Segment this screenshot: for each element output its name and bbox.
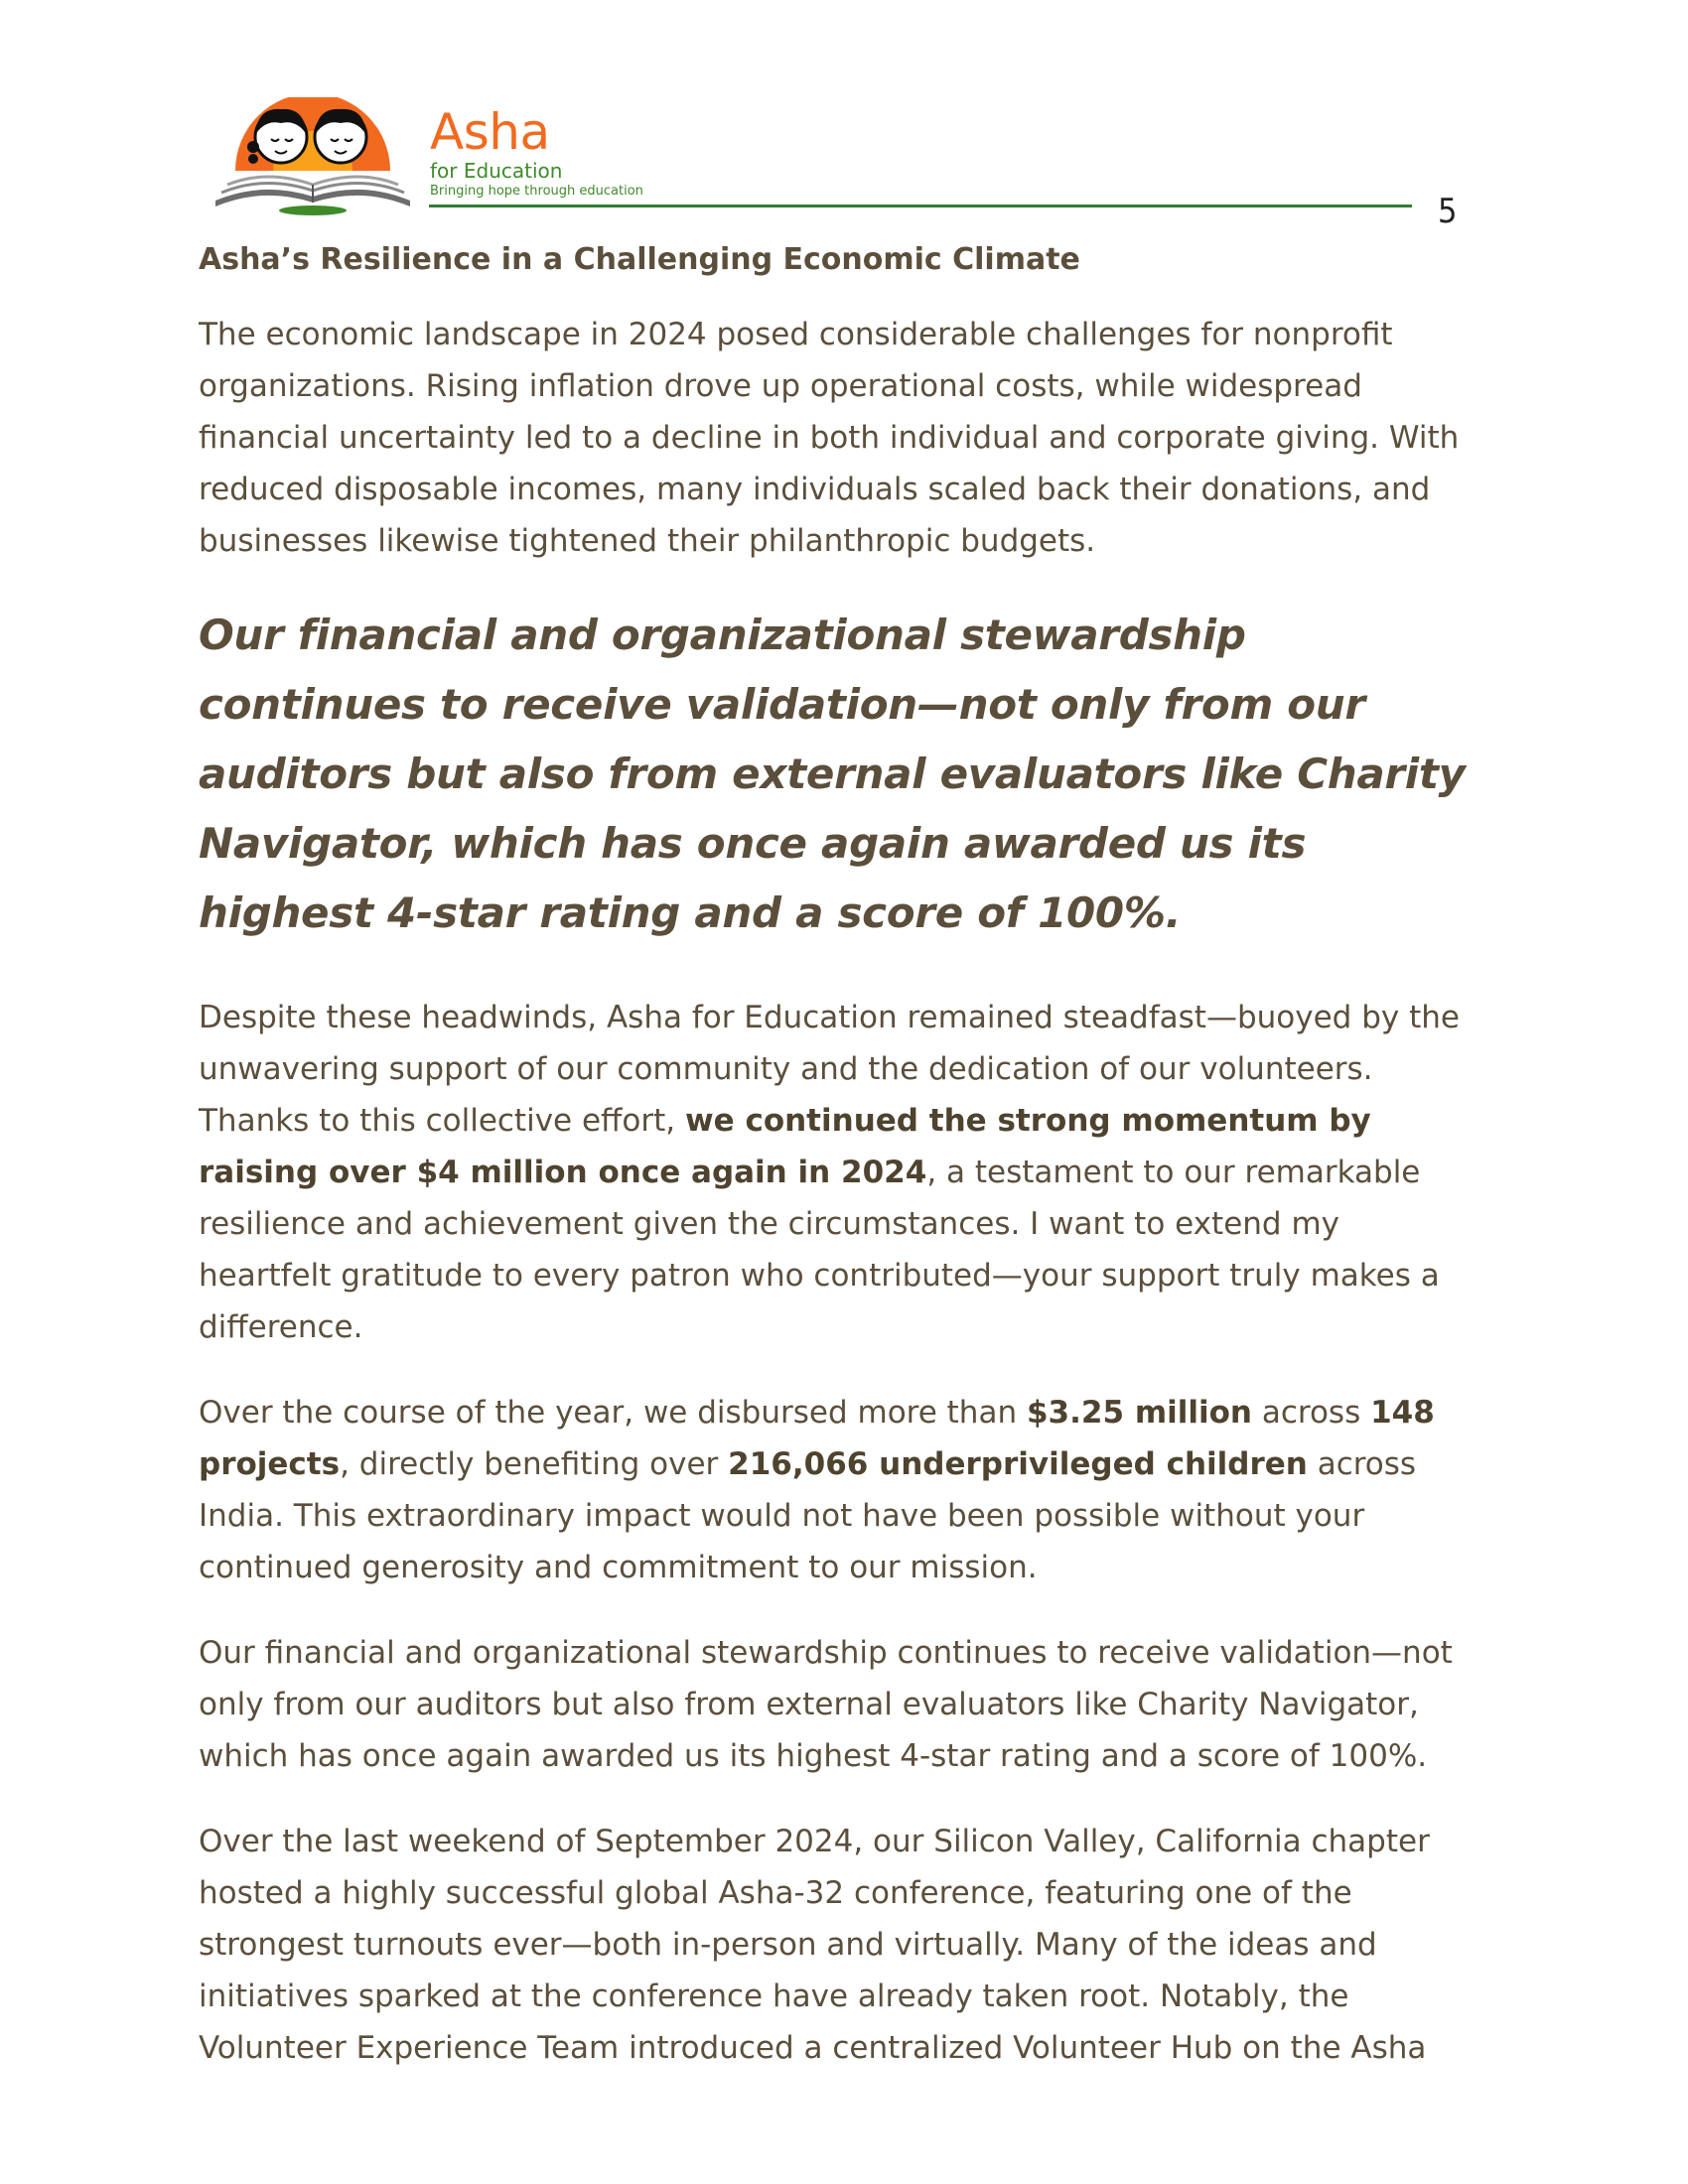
two-children-reading-book-logo-icon [213, 97, 427, 216]
asha-logo [213, 97, 660, 216]
highlight-projects: 148 projects [199, 1395, 1435, 1482]
highlight-amount: $3.25 million [1026, 1395, 1252, 1431]
header-divider [429, 205, 1412, 207]
text-run: across India. This extraordinary impact would not have been possible without your continued generosity and commitment to our mission. [199, 1446, 1417, 1585]
brand-tagline: Bringing hope through education [430, 184, 643, 199]
pull-quote: Our financial and organizational stewardship continues to receive validation—not only from our auditors but also from external evaluators like Charity Navigator, which has once again awarded us its highest 4-star rating and a score of 100%. [199, 611, 1466, 937]
paragraph-resilience [199, 992, 1479, 1353]
section-heading: Asha’s Resilience in a Challenging Economic Climate [199, 242, 1080, 277]
text-run: , a testament to our remarkable resilience and achievement given the circumstances. I want to extend my heartfelt gratitude to every patron who contributed—your support truly makes a difference. [199, 1155, 1440, 1345]
text-run: Despite these headwinds, Asha for Education remained steadfast—buoyed by the unwavering support of our community and the dedication of our volunteers. Thanks to this collective effort, [199, 1000, 1460, 1139]
highlight-fundraising: we continued the strong momentum by raising over $4 million once again in 2024 [199, 1103, 1371, 1190]
paragraph-economic-landscape: The economic landscape in 2024 posed considerable challenges for nonprofit organizations. Rising inflation drove up operational costs, while widespread financial uncertainty led to a decline in both individual and corporate giving. With reduced disposable incomes, many individuals scaled back their donations, and businesses likewise tightened their philanthropic budgets. [199, 317, 1460, 559]
paragraph-conference: Over the last weekend of September 2024, our Silicon Valley, California chapter hosted a highly successful global Asha-32 conference, featuring one of the strongest turnouts ever—both in-person and virtually. Many of the ideas and initiatives sparked at the conference have already taken root. Notably, the Volunteer Experience Team introduced a centralized Volunteer Hub on the Asha [199, 1824, 1430, 2066]
brand-subtitle: for Education [430, 159, 563, 183]
paragraph-disbursement [199, 1387, 1479, 1593]
text-run: across [1252, 1395, 1371, 1431]
main-content [199, 240, 1479, 2108]
text-run: Over the course of the year, we disbursed more than [199, 1395, 1027, 1431]
page-number: 5 [1438, 192, 1458, 231]
brand-name: Asha [430, 103, 550, 161]
text-run: , directly benefiting over [340, 1446, 729, 1482]
paragraph-stewardship: Our financial and organizational stewardship continues to receive validation—not only from our auditors but also from external evaluators like Charity Navigator, which has once again awarded us its highest 4-star rating and a score of 100%. [199, 1635, 1453, 1774]
highlight-children: 216,066 underprivileged children [728, 1446, 1308, 1482]
